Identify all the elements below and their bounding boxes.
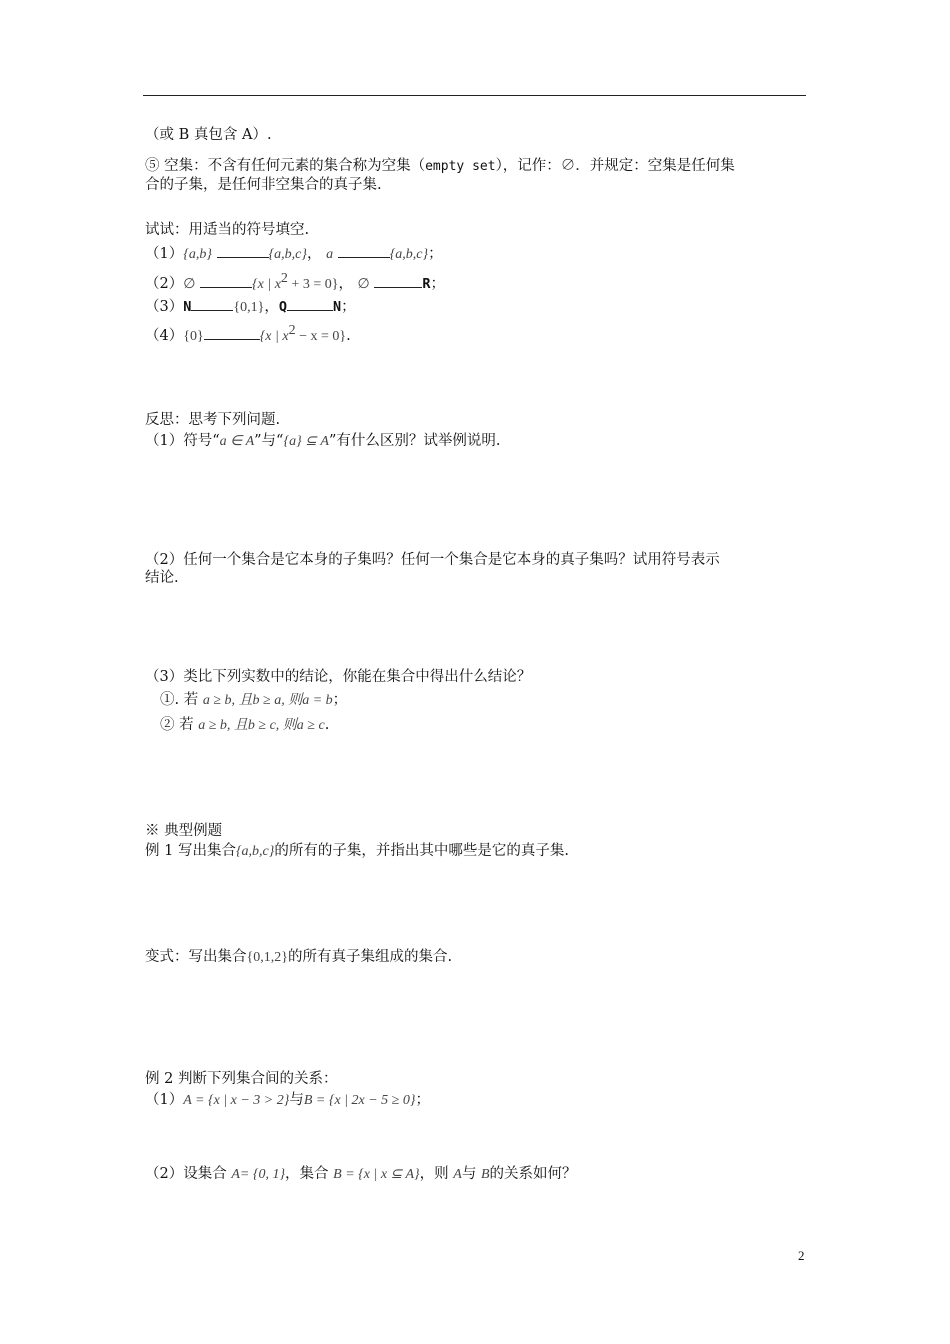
answer-blank[interactable] xyxy=(374,274,422,288)
exercise-1: （1）{a,b} {a,b,c}， a {a,b,c}； xyxy=(145,246,443,262)
exercise-3: （3）N {0,1}，Q N； xyxy=(145,299,356,315)
definition-empty-set: ⑤ 空集：不含有任何元素的集合称为空集（empty set），记作：∅．并规定：空集是任何集 xyxy=(145,158,735,174)
answer-blank[interactable] xyxy=(287,297,333,311)
answer-blank[interactable] xyxy=(217,244,269,258)
header-rule xyxy=(143,95,806,96)
analogy-2: ② 若 a ≥ b, 且b ≥ c, 则a ≥ c. xyxy=(160,717,330,733)
answer-blank[interactable] xyxy=(191,297,233,311)
exercise-4: （4）{0} {x | $x^2 - x = 0$}. xyxy=(145,323,351,344)
question-2: （2）任何一个集合是它本身的子集吗？任何一个集合是它本身的真子集吗？试用符号表示 xyxy=(145,552,720,568)
text-line: 合的子集，是任何非空集合的真子集. xyxy=(145,177,382,193)
section-reflect: 反思：思考下列问题. xyxy=(145,412,281,428)
example-2: 例 2 判断下列集合间的关系： xyxy=(145,1071,338,1087)
page-number: 2 xyxy=(798,1248,805,1263)
text-line: 结论. xyxy=(145,570,179,586)
example-2-part-1: （1）A = {x | x − 3 > 2}与B = {x | 2x − 5 ≥ 0}； xyxy=(145,1092,430,1108)
answer-blank[interactable] xyxy=(200,274,252,288)
example-2-part-2: （2）设集合 A= {0, 1}，集合 B = {x | x ⊆ A}，则 A与 B的关系如何？ xyxy=(145,1166,577,1182)
text-line: （或 B 真包含 A）. xyxy=(145,127,272,143)
analogy-1: ①. 若 a ≥ b, 且b ≥ a, 则a = b； xyxy=(160,692,348,708)
answer-blank[interactable] xyxy=(204,326,260,340)
exercise-2: （2）∅ {x | $x^2 + 3 = 0$}， ∅ R； xyxy=(145,271,445,292)
section-examples: ※ 典型例题 xyxy=(145,823,223,839)
answer-blank[interactable] xyxy=(338,244,390,258)
variant: 变式：写出集合{0,1,2}的所有真子集组成的集合. xyxy=(145,949,453,965)
question-3: （3）类比下列实数中的结论，你能在集合中得出什么结论？ xyxy=(145,669,532,685)
section-try: 试试：用适当的符号填空. xyxy=(145,222,310,238)
example-1: 例 1 写出集合{a,b,c}的所有的子集，并指出其中哪些是它的真子集. xyxy=(145,843,569,859)
question-1: （1）符号“a ∈ A”与“{a} ⊆ A”有什么区别？试举例说明. xyxy=(145,433,501,449)
